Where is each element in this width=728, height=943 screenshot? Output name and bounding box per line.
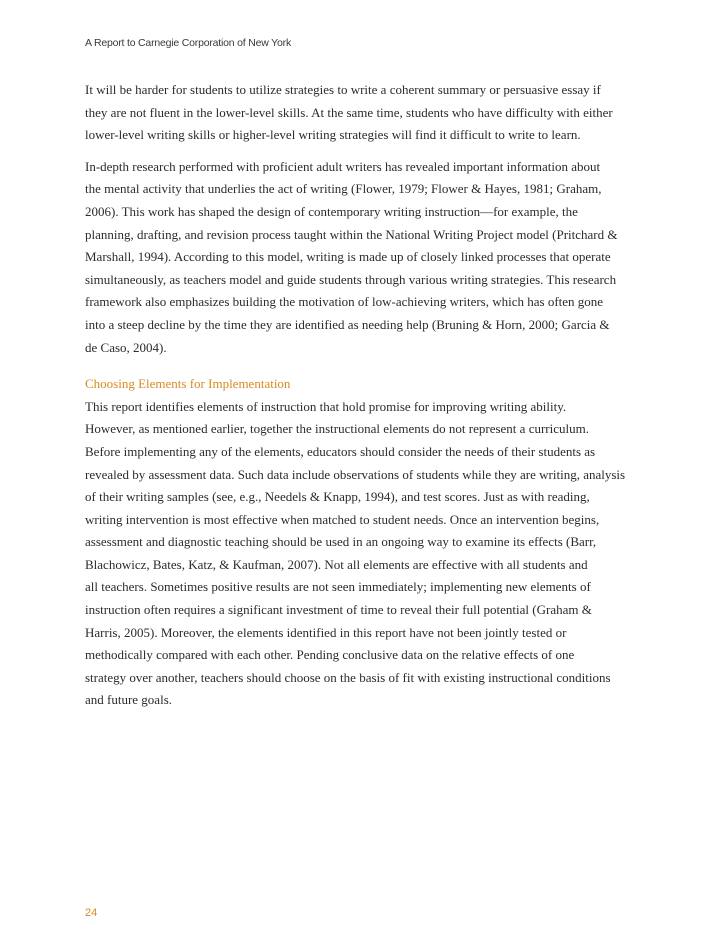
text-line: planning, drafting, and revision process taught within the National Writing Project model (Pritchard & (85, 226, 618, 242)
text-line: Marshall, 1994). According to this model, writing is made up of closely linked processes that operate (85, 249, 611, 265)
paragraph-research (85, 156, 645, 359)
text-line: the mental activity that underlies the act of writing (Flower, 1979; Flower & Hayes, 1981; Graham, (85, 181, 602, 197)
text-line: In-depth research performed with proficient adult writers has revealed important information about (85, 158, 601, 174)
section-heading-text: Choosing Elements for Implementation (85, 376, 291, 392)
section-heading (85, 373, 645, 396)
text-line: It will be harder for students to utilize strategies to write a coherent summary or persuasive essay if (85, 82, 601, 97)
text-line: assessment and diagnostic teaching should be used in an ongoing way to examine its effects (Barr, (85, 534, 597, 550)
text-line: This report identifies elements of instruction that hold promise for improving writing ability. (85, 398, 567, 414)
page-number: 24 (85, 907, 98, 919)
text-line: 2006). This work has shaped the design of contemporary writing instruction—for example, the (85, 203, 578, 219)
text-line: writing intervention is most effective when matched to student needs. Once an intervention begins, (85, 511, 600, 527)
text-line: all teachers. Sometimes positive results are not seen immediately; implementing new elements of (85, 579, 591, 595)
text-line: and future goals. (85, 692, 173, 708)
text-line: Harris, 2005). Moreover, the elements identified in this report have not been jointly tested or (85, 624, 567, 640)
paragraph-implementation (85, 396, 645, 712)
text-line: However, as mentioned earlier, together the instructional elements do not represent a curriculum. (85, 421, 589, 437)
paragraph-fluency (85, 79, 645, 147)
text-line: revealed by assessment data. Such data include observations of students while they are writing, analysis (85, 466, 626, 482)
body-content (85, 79, 645, 712)
text-line: strategy over another, teachers should choose on the basis of fit with existing instructional conditions (85, 669, 611, 685)
running-header: A Report to Carnegie Corporation of New York (85, 37, 291, 49)
text-line: simultaneously, as teachers model and guide students through various writing strategies. This research (85, 271, 617, 287)
text-line: into a steep decline by the time they are identified as needing help (Bruning & Horn, 2000; Garcia & (85, 316, 610, 332)
text-line: Blachowicz, Bates, Katz, & Kaufman, 2007). Not all elements are effective with all students and (85, 556, 588, 572)
text-line: framework also emphasizes building the motivation of low-achieving writers, which has often gone (85, 294, 604, 310)
text-line: de Caso, 2004). (85, 339, 167, 355)
text-line: Before implementing any of the elements, educators should consider the needs of their students as (85, 443, 596, 459)
text-line: of their writing samples (see, e.g., Needels & Knapp, 1994), and test scores. Just as with reading, (85, 489, 590, 505)
text-line: instruction often requires a significant investment of time to reveal their full potential (Graham & (85, 602, 592, 618)
text-line: they are not fluent in the lower-level skills. At the same time, students who have difficulty with either (85, 104, 613, 120)
text-line: lower-level writing skills or higher-level writing strategies will find it difficult to write to learn. (85, 127, 581, 143)
text-line: methodically compared with each other. Pending conclusive data on the relative effects of one (85, 647, 575, 663)
